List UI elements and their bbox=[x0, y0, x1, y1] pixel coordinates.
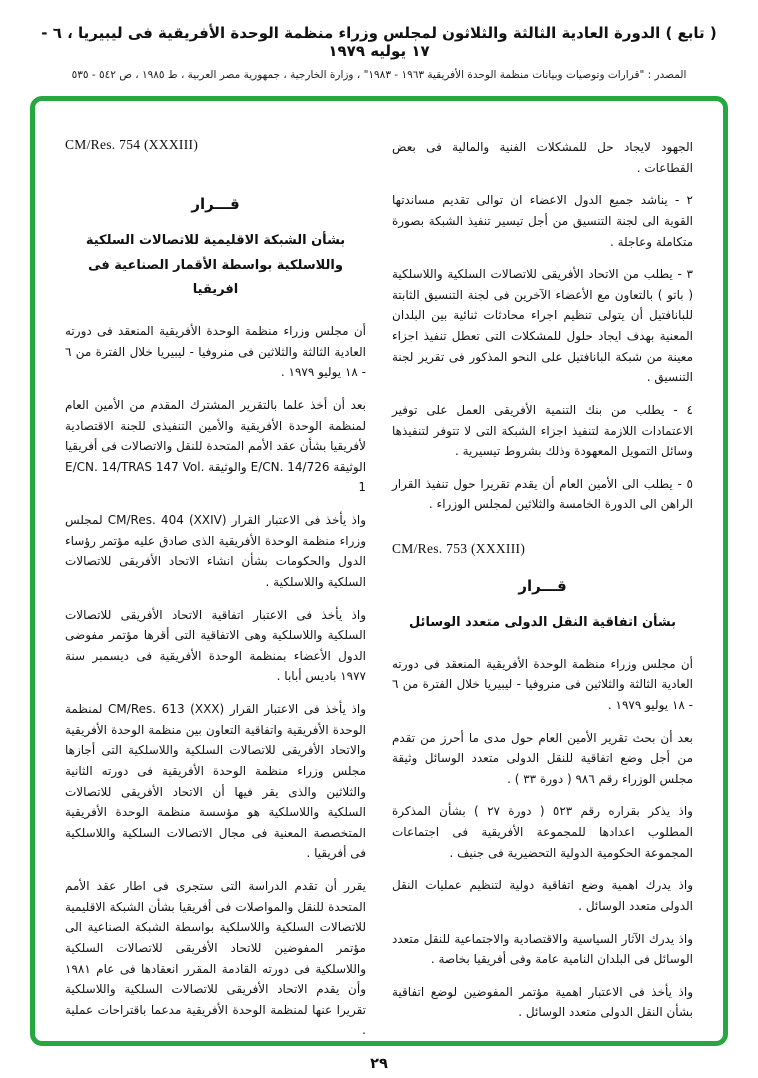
resolution-753-paragraph: بعد أن بحث تقرير الأمين العام حول مدى ما أحرز من تقدم من أجل وضع اتفاقية للنقل الدولى متعدد الوسائل وثيقة مجلس الوزراء رقم ٩٨٦ ( دورة ٣٣ ) . bbox=[392, 730, 693, 786]
resolution-753-paragraph: واذ يذكر بقراره رقم ٥٢٣ ( دورة ٢٧ ) بشأن المذكرة المطلوب اعدادها للمجموعة الأفريقية فى اجتماعات المجموعة الحكومية الدولية التحضيرية فى جنيف . bbox=[392, 804, 693, 860]
resolution-754-paragraph: واذ يأخذ فى الاعتبار اتفاقية الاتحاد الأفريقى للاتصالات السلكية واللاسلكية وهى الاتفاقية التى أقرها مؤتمر مفوضى الدول الأعضاء بمنظمة الوحدة الأفريقية فى ديسمبر سنة ١٩٧٧ باديس أبابا . bbox=[65, 607, 366, 684]
numbered-item-4: ٤ - يطلب من بنك التنمية الأفريقى العمل على توفير الاعتمادات اللازمة لتنفيذ اجزاء الشبكة التى لا تتوفر لتنفيذها وسائل التمويل المعهودة وذلك بشروط تيسيرية . bbox=[392, 402, 693, 459]
resolution-754-paragraph: واذ يأخذ فى الاعتبار القرار ‎CM/Res. 613 (XXX)‎ لمنظمة الوحدة الأفريقية واتفاقية التعاون بين منظمة الوحدة الأفريقية والاتحاد الأفريقى للاتصالات السلكية واللاسلكية التى أجازها مجلس وزراء منظمة الوحدة الأفريقية فى دورته الثانية والثلاثين والذى يقر فيها أن الاتحاد الأفريقى للاتصالات السلكية واللاسلكية هو مؤسسة منظمة الوحدة الأفريقية المتخصصة المعنية فى مجال الاتصالات السلكية واللاسلكية فى أفريقيا . bbox=[65, 702, 367, 861]
numbered-item-2: ٢ - يناشد جميع الدول الاعضاء ان توالى تقديم مساندتها القوية الى لجنة التنسيق من أجل تيسير تنفيذ الشبكة بصورة متكاملة وعاجلة . bbox=[392, 193, 693, 249]
continuation-paragraph: الجهود لايجاد حل للمشكلات الفنية والمالية فى بعض القطاعات . bbox=[392, 140, 693, 175]
resolution-id-754: CM/Res. 754 (XXXIII) bbox=[65, 137, 199, 152]
green-content-frame bbox=[30, 96, 728, 1046]
resolution-title-754-line1: بشأن الشبكة الاقليمية للاتصالات السلكية bbox=[85, 233, 346, 248]
resolution-753-paragraph: واذ يأخذ فى الاعتبار اهمية مؤتمر المفوضين لوضع اتفاقية بشأن النقل الدولى متعدد الوسائل . bbox=[392, 984, 693, 1020]
numbered-item-3: ٣ - يطلب من الاتحاد الأفريقى للاتصالات السلكية واللاسلكية ( باتو ) بالتعاون مع الأعضاء الآخرين فى لجنة التنسيق الثابتة للبانافتيل أن يتولى تنظيم اجراء محادثات ثنائية بين البلدان المعنية بهدف ايجاد حلول للمشكلات التى تعطل تنفيذ اجزاء معينة من شبكة البانافتيل على النحو المذكور فى تقرير لجنة التنسيق . bbox=[392, 267, 693, 385]
resolution-753-paragraph: واذ يدرك الآثار السياسية والاقتصادية والاجتماعية للنقل متعدد الوسائل فى البلدان النامية عامة وفى أفريقيا بخاصة . bbox=[392, 931, 693, 967]
resolution-753-paragraph: واذ يدرك اهمية وضع اتفاقية دولية لتنظيم عمليات النقل الدولى متعدد الوسائل . bbox=[392, 878, 693, 913]
resolution-754-paragraph: واذ يأخذ فى الاعتبار القرار ‎CM/Res. 404 (XXIV)‎ لمجلس وزراء منظمة الوحدة الأفريقية الذى صادق عليه مؤتمر رؤساء الدول والحكومات بشأن انشاء الاتحاد الأفريقى للاتصالات السلكية واللاسلكية . bbox=[65, 513, 366, 589]
resolution-754-paragraph: بعد أن أخذ علما بالتقرير المشترك المقدم من الأمين العام لمنظمة الوحدة الأفريقية والأمين التنفيذى للجنة الاقتصادية لأفريقيا بشأن عقد الأمم المتحدة للنقل والاتصالات فى أفريقيا الوثيقة ‎E/CN. 14/726‎ والوثيقة ‎E/CN. 14/TRAS 147 Vol. 1‎ bbox=[65, 397, 367, 495]
resolution-754-paragraph: أن مجلس وزراء منظمة الوحدة الأفريقية المنعقد فى دورته العادية الثالثة والثلاثين فى منروفيا - ليبيريا خلال الفترة من ٦ - ١٨ يوليو ١٩٧٩ . bbox=[65, 324, 366, 380]
numbered-item-5: ٥ - يطلب الى الأمين العام أن يقدم تقريرا حول تنفيذ القرار الراهن الى الدورة الخامسة والثلاثين لمجلس الوزراء . bbox=[392, 476, 693, 512]
page-header bbox=[0, 0, 758, 81]
resolution-754-paragraph: يقرر أن تقدم الدراسة التى ستجرى فى اطار عقد الأمم المتحدة للنقل والمواصلات فى أفريقيا بشأن الشبكة الاقليمية للاتصالات السلكية واللاسلكية بواسطة الشبكة الصناعية الى مؤتمر المفوضين للاتحاد الأفريقى للاتصالات السلكية واللاسلكية فى دورته القادمة المقرر انعقادها فى عام ١٩٨١ وأن يقدم الاتحاد الأفريقى للاتصالات السلكية واللاسلكية تقريرا عنها لمنظمة الوحدة الأفريقية مدعما باقتراحات عملية . bbox=[65, 879, 366, 1038]
column-left bbox=[65, 137, 367, 1038]
resolution-title-754-line2: واللاسلكية بواسطة الأقمار الصناعية فى افريقيا bbox=[88, 257, 343, 298]
column-right bbox=[392, 137, 693, 1023]
page-number: ٢٩ bbox=[370, 1056, 388, 1072]
header-title: ( تابع ) الدورة العادية الثالثة والثلاثون لمجلس وزراء منظمة الوحدة الأفريقية فى ليبيريا ، ٦ - ١٧ يوليه ١٩٧٩ bbox=[41, 24, 717, 60]
resolution-753-paragraph: أن مجلس وزراء منظمة الوحدة الأفريقية المنعقد فى دورته العادية الثالثة والثلاثين فى منروفيا - ليبيريا خلال الفترة من ٦ - ١٨ يوليو ١٩٧٩ . bbox=[392, 656, 693, 712]
two-column-layout bbox=[65, 137, 693, 1038]
resolution-heading-753: قـــرار bbox=[518, 577, 567, 595]
header-source-line: المصدر : "قرارات وتوصيات وبيانات منظمة الوحدة الأفريقية ١٩٦٣ - ١٩٨٣" ، وزارة الخارجية ، جمهورية مصر العربية ، ط ١٩٨٥ ، ص ٥٤٢ - ٥٣٥ bbox=[71, 69, 687, 81]
resolution-heading-754: قـــرار bbox=[191, 195, 240, 213]
resolution-id-753: CM/Res. 753 (XXXIII) bbox=[392, 541, 526, 556]
resolution-title-753: بشأن اتفاقية النقل الدولى متعدد الوسائل bbox=[408, 615, 677, 630]
